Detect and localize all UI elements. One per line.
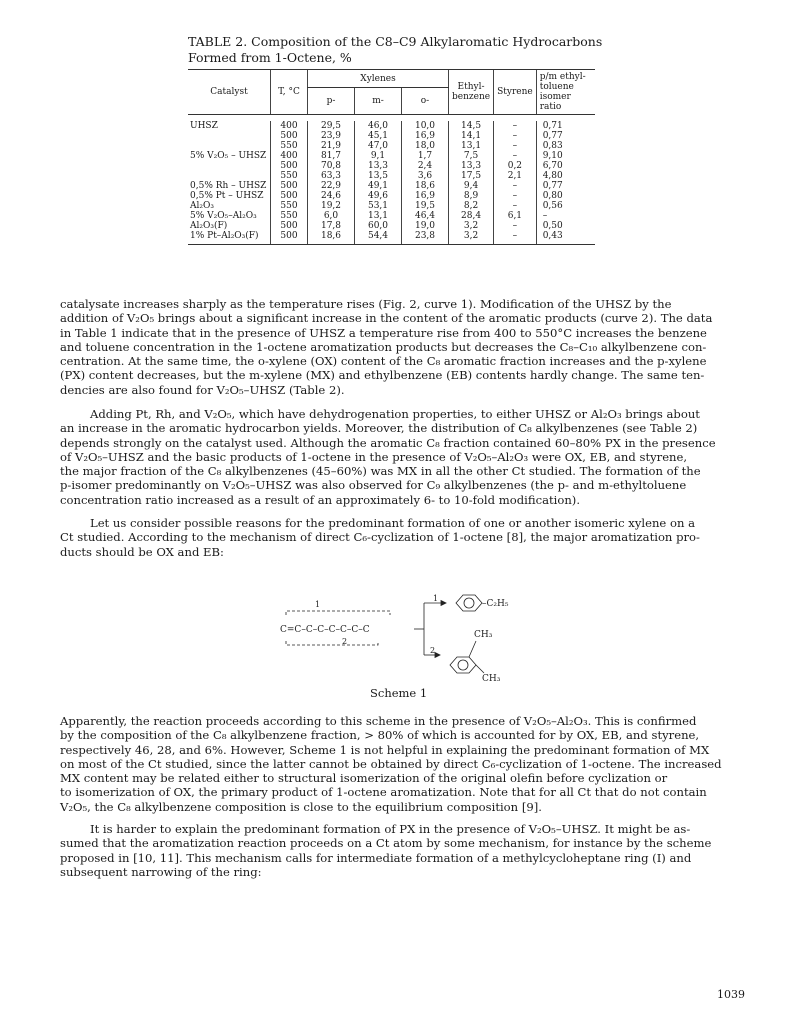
header-temp: T, °C <box>271 70 308 115</box>
p5-line: sumed that the aromatization reaction proceeds on a Ct atom by some mechanism, for instance by the scheme <box>60 836 712 851</box>
methyl-bond-1 <box>469 641 476 657</box>
header-xylenes: Xylenes <box>308 70 449 88</box>
paragraph-1 <box>60 297 750 397</box>
methyl-bond-2 <box>476 665 484 673</box>
col-p: 29,5 23,9 21,9 81,7 70,8 63,3 22,9 24,6 19,2 6,0 17,8 18,6 <box>308 121 355 245</box>
arrow-label-1: 1 <box>433 594 439 603</box>
paragraph-5 <box>60 822 750 879</box>
header-eb-line1: Ethyl- <box>457 82 485 92</box>
p1-line: (PX) content decreases, but the m-xylene (MX) and ethylbenzene (EB) contents hardly change. The same ten- <box>60 368 705 383</box>
p2-line: Adding Pt, Rh, and V₂O₅, which have dehydrogenation properties, to either UHSZ or Al₂O₃ brings about <box>90 407 700 421</box>
path-label-2: 2 <box>342 637 348 646</box>
header-m: m- <box>355 88 402 115</box>
header-p: p- <box>308 88 355 115</box>
col-catalyst: UHSZ 5% V₂O₅ – UHSZ 0,5% Rh – UHSZ 0,5% Pt – UHSZ Al₂O₃ 5% V₂O₅–Al₂O₃ Al₂O₃(F) 1% Pt–Al₂O₃(F) <box>188 121 271 245</box>
paragraph-4 <box>60 714 750 814</box>
scheme-1-diagram <box>278 593 518 683</box>
p1-line: catalysate increases sharply as the temperature rises (Fig. 2, curve 1). Modification of the UHSZ by the <box>60 297 672 311</box>
arrow-label-2: 2 <box>430 646 436 655</box>
header-catalyst: Catalyst <box>188 70 271 115</box>
p5-line: proposed in [10, 11]. This mechanism calls for intermediate formation of a methylcycloheptane ring (I) and <box>60 850 692 865</box>
p4-line: V₂O₅, the C₈ alkylbenzene composition is close to the equilibrium composition [9]. <box>60 799 542 814</box>
col-ratio: 0,71 0,77 0,83 9,10 6,70 4,80 0,77 0,80 0,56 – 0,50 0,43 <box>536 121 595 245</box>
p1-line: and toluene concentration in the 1-octene aromatization products but decreases the C₈–C₁₀ alkylbenzene con- <box>60 339 707 354</box>
header-ratio <box>536 70 595 115</box>
olefin-chain: C=C–C–C–C–C–C–C <box>280 625 370 635</box>
table-caption <box>188 34 602 66</box>
aromatic-circle-2 <box>458 660 468 670</box>
header-styrene: Styrene <box>494 70 537 115</box>
p4-line: by the composition of the C₈ alkylbenzene fraction, > 80% of which is accounted for by OX, EB, and styrene, <box>60 728 700 743</box>
p3-line: Ct studied. According to the mechanism of direct C₆-cyclization of 1-octene [8], the major aromatization pro- <box>60 530 700 545</box>
col-temp: 400 500 550 400 500 550 500 500 550 550 500 500 <box>271 121 308 245</box>
p4-line: Apparently, the reaction proceeds according to this scheme in the presence of V₂O₅–Al₂O₃. This is confirmed <box>60 714 697 728</box>
ethyl-group: –C₂H₅ <box>482 599 509 609</box>
scheme-caption: Scheme 1 <box>370 686 428 700</box>
page-number: 1039 <box>717 988 745 1001</box>
header-o: o- <box>402 88 449 115</box>
header-ratio-line4: ratio <box>539 102 562 112</box>
methyl-group-2: CH₃ <box>482 674 501 683</box>
col-m: 46,0 45,1 47,0 9,1 13,3 13,5 49,1 49,6 53,1 13,1 60,0 54,4 <box>355 121 402 245</box>
composition-table <box>188 69 595 245</box>
p2-line: concentration ratio increased as a result of an approximately 6- to 10-fold modification). <box>60 492 581 507</box>
p2-line: the major fraction of the C₈ alkylbenzenes (45–60%) was MX in all the other Ct studied. The formation of the <box>60 464 701 479</box>
p3-line: ducts should be OX and EB: <box>60 544 224 559</box>
p1-line: addition of V₂O₅ brings about a significant increase in the content of the aromatic products (curve 2). The data <box>60 311 713 326</box>
path-label-1: 1 <box>315 600 321 609</box>
benzene-ring-1 <box>456 595 482 611</box>
caption-line-2: Formed from 1-Octene, % <box>188 50 352 65</box>
bracket-2 <box>286 641 378 645</box>
header-ratio-line3: isomer <box>539 92 571 102</box>
p2-line: p-isomer predominantly on V₂O₅–UHSZ was also observed for C₉ alkylbenzenes (the p- and m-ethyltoluene <box>60 478 687 493</box>
p5-line: It is harder to explain the predominant formation of PX in the presence of V₂O₅–UHSZ. It might be as- <box>90 822 691 836</box>
col-o: 10,0 16,9 18,0 1,7 2,4 3,6 18,6 16,9 19,5 46,4 19,0 23,8 <box>402 121 449 245</box>
p2-line: depends strongly on the catalyst used. Although the aromatic C₈ fraction contained 60–80% PX in the presence <box>60 435 716 450</box>
p1-line: centration. At the same time, the o-xylene (OX) content of the C₈ aromatic fraction increases and the p-xylene <box>60 354 707 369</box>
p2-line: of V₂O₅–UHSZ and the basic products of 1-octene in the presence of V₂O₅–Al₂O₃ were OX, EB, and styrene, <box>60 449 688 464</box>
header-ratio-line2: toluene <box>539 82 574 92</box>
p1-line: in Table 1 indicate that in the presence of UHSZ a temperature rise from 400 to 550°C increases the benzene <box>60 325 707 340</box>
methyl-group-1: CH₃ <box>474 630 493 640</box>
benzene-ring-2 <box>450 657 476 673</box>
arrow-2-head <box>435 653 440 658</box>
p1-line: dencies are also found for V₂O₅–UHSZ (Table 2). <box>60 382 345 397</box>
p2-line: an increase in the aromatic hydrocarbon yields. Moreover, the distribution of C₈ alkylbenzenes (see Table 2) <box>60 421 698 436</box>
arrow-1-head <box>441 601 446 606</box>
caption-line-1: TABLE 2. Composition of the C8–C9 Alkylaromatic Hydrocarbons <box>188 34 603 49</box>
col-styrene: – – – – 0,2 2,1 – – – 6,1 – – <box>494 121 537 245</box>
bracket-1 <box>286 611 390 615</box>
col-eb: 14,5 14,1 13,1 7,5 13,3 17,5 9,4 8,9 8,2 28,4 3,2 3,2 <box>449 121 494 245</box>
p4-line: respectively 46, 28, and 6%. However, Scheme 1 is not helpful in explaining the predominant formation of MX <box>60 742 710 757</box>
aromatic-circle-1 <box>464 598 474 608</box>
paragraph-3 <box>60 516 750 559</box>
p3-line: Let us consider possible reasons for the predominant formation of one or another isomeric xylene on a <box>90 516 696 530</box>
p4-line: MX content may be related either to structural isomerization of the original olefin before cyclization or <box>60 771 668 786</box>
paragraph-2 <box>60 407 750 507</box>
header-eb-line2: benzene <box>452 92 491 102</box>
p4-line: to isomerization of OX, the primary product of 1-octene aromatization. Note that for all Ct that do not contain <box>60 785 707 800</box>
p5-line: subsequent narrowing of the ring: <box>60 864 262 879</box>
p4-line: on most of the Ct studied, since the latter cannot be obtained by direct C₆-cyclization of 1-octene. The increased <box>60 756 722 771</box>
header-ratio-line1: p/m ethyl- <box>539 72 586 82</box>
header-ethylbenzene <box>449 70 494 115</box>
